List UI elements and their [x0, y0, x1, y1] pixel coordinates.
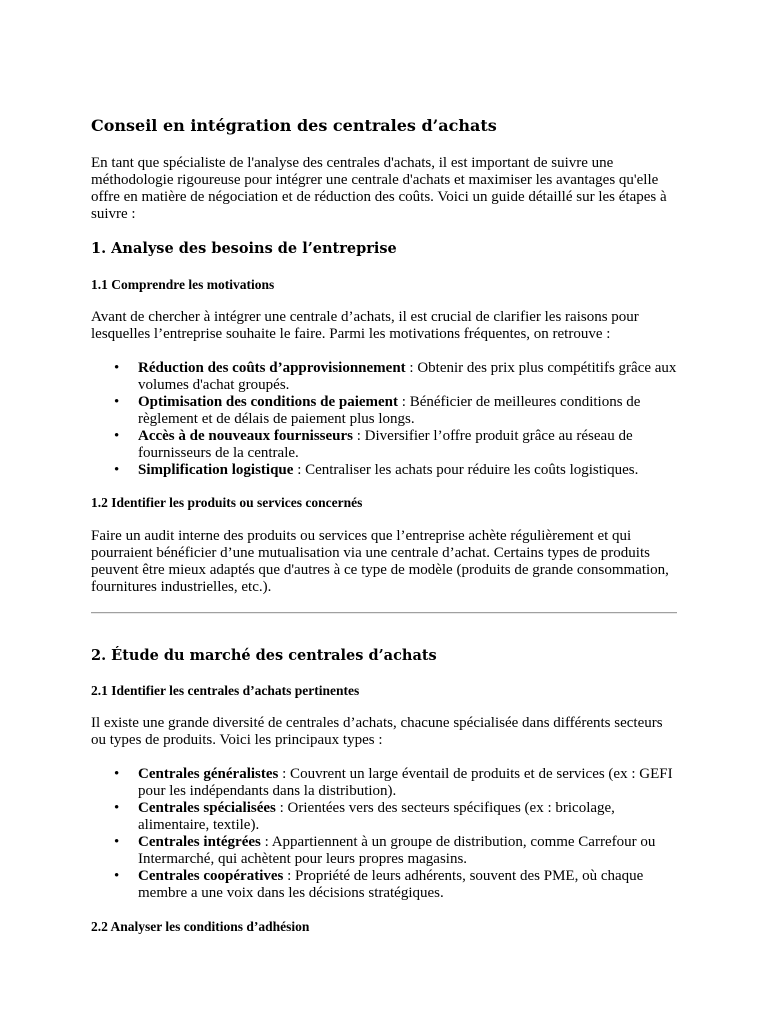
centrales-types-list [91, 766, 677, 902]
document-title: Conseil en intégration des centrales d’achats [91, 116, 497, 135]
section-1-2-paragraph: Faire un audit interne des produits ou services que l’entreprise achète régulièrement et qui pourraient bénéficier d’une mutualisation via une centrale d’achat. Certains types de produits peuvent être mieux adaptés que d'autres à ce type de modèle (produits de grande consommation, fournitures industrielles, etc.). [91, 528, 669, 595]
section-2-1-paragraph: Il existe une grande diversité de centrales d’achats, chacune spécialisée dans différents secteurs ou types de produits. Voici les principaux types : [91, 715, 663, 748]
list-item-desc: : Bénéficier de meilleures conditions de règlement et de délais de paiement plus longs. [138, 394, 641, 427]
intro-paragraph: En tant que spécialiste de l'analyse des centrales d'achats, il est important de suivre une méthodologie rigoureuse pour intégrer une centrale d'achats et maximiser les avantages qu'elle offre en matière de négociation et de réduction des coûts. Voici un guide détaillé sur les étapes à suivre : [91, 155, 667, 222]
list-item-desc: : Orientées vers des secteurs spécifiques (ex : bricolage, alimentaire, textile). [138, 800, 615, 833]
list-item-term: Centrales généralistes [138, 766, 279, 782]
motivations-list [91, 360, 677, 479]
list-item-term: Optimisation des conditions de paiement [138, 394, 399, 410]
section-1-heading: 1. Analyse des besoins de l’entreprise [91, 240, 397, 257]
list-item [91, 868, 677, 902]
section-2-1-heading: 2.1 Identifier les centrales d’achats pertinentes [91, 683, 360, 698]
list-item-desc: : Propriété de leurs adhérents, souvent des PME, où chaque membre a une voix dans les décisions stratégiques. [138, 868, 644, 901]
list-item [91, 394, 677, 428]
list-item-desc: : Obtenir des prix plus compétitifs grâce aux volumes d'achat groupés. [138, 360, 677, 393]
section-2-2-heading: 2.2 Analyser les conditions d’adhésion [91, 919, 310, 934]
list-item [91, 834, 677, 868]
list-item [91, 766, 677, 800]
section-1-1-paragraph: Avant de chercher à intégrer une centrale d’achats, il est crucial de clarifier les raisons pour lesquelles l’entreprise souhaite le faire. Parmi les motivations fréquentes, on retrouve : [91, 309, 639, 342]
list-item-desc: : Appartiennent à un groupe de distribution, comme Carrefour ou Intermarché, qui achètent pour leurs propres magasins. [138, 834, 656, 867]
list-item [91, 428, 677, 462]
list-item-term: Centrales coopératives [138, 868, 284, 884]
list-item-term: Réduction des coûts d’approvisionnement [138, 360, 406, 376]
list-item [91, 800, 677, 834]
list-item [91, 360, 677, 394]
horizontal-divider [91, 612, 677, 614]
section-2-heading: 2. Étude du marché des centrales d’achats [91, 647, 437, 664]
list-item-term: Centrales intégrées [138, 834, 261, 850]
section-1-2-heading: 1.2 Identifier les produits ou services concernés [91, 495, 363, 510]
section-1-1-heading: 1.1 Comprendre les motivations [91, 277, 275, 292]
list-item-term: Centrales spécialisées [138, 800, 276, 816]
list-item-desc: : Diversifier l’offre produit grâce au réseau de fournisseurs de la centrale. [138, 428, 633, 461]
list-item-desc: : Centraliser les achats pour réduire les coûts logistiques. [293, 462, 639, 478]
list-item [91, 462, 677, 479]
list-item-term: Simplification logistique [138, 462, 294, 478]
list-item-desc: : Couvrent un large éventail de produits et de services (ex : GEFI pour les indépendants dans la distribution). [138, 766, 673, 799]
list-item-term: Accès à de nouveaux fournisseurs [138, 428, 354, 444]
